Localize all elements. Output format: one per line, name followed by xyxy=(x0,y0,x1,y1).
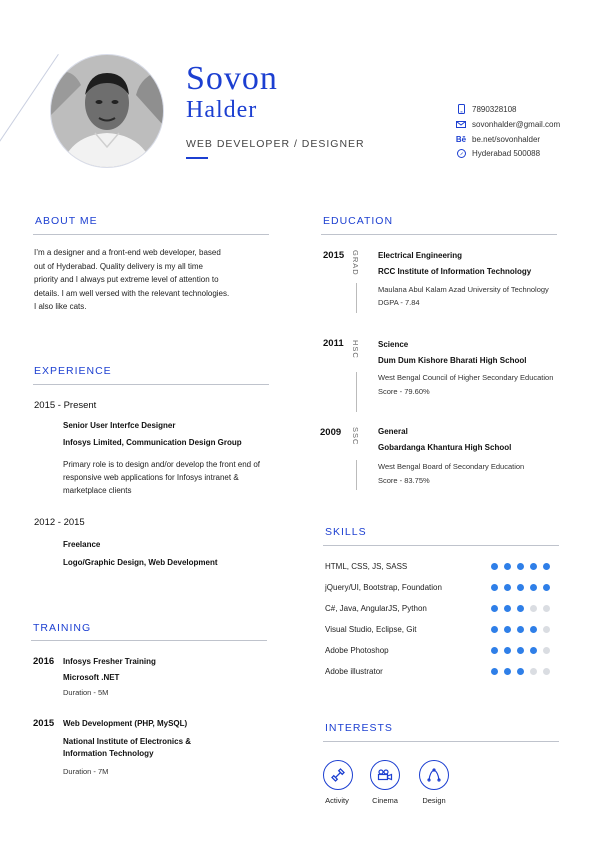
education-field: Electrical Engineering xyxy=(378,251,463,260)
interest-cinema xyxy=(370,760,410,805)
last-name: Halder xyxy=(186,97,258,123)
timeline-line xyxy=(356,372,357,412)
contact-location: Hyderabad 500088 xyxy=(456,148,540,158)
experience-years: 2012 - 2015 xyxy=(34,517,85,528)
education-school: Dum Dum Kishore Bharati High School xyxy=(378,356,527,365)
rating-dot-filled xyxy=(517,626,524,633)
education-divider xyxy=(321,234,557,235)
skill-rating xyxy=(491,668,550,675)
experience-title: EXPERIENCE xyxy=(34,365,112,377)
rating-dot-empty xyxy=(543,605,550,612)
education-score: DGPA - 7.84 xyxy=(378,298,420,307)
experience-description: Primary role is to design and/or develop the front end of responsive web applications for Infosys intranet & marketplace clients xyxy=(63,460,260,495)
rating-dot-filled xyxy=(517,563,524,570)
rating-dot-filled xyxy=(543,584,550,591)
training-course: Infosys Fresher Training xyxy=(63,657,156,666)
rating-dot-filled xyxy=(530,647,537,654)
training-course: Web Development (PHP, MySQL) xyxy=(63,719,188,728)
education-board: West Bengal Council of Higher Secondary Education xyxy=(378,373,554,382)
rating-dot-filled xyxy=(491,626,498,633)
skill-name: HTML, CSS, JS, SASS xyxy=(325,562,408,571)
about-divider xyxy=(33,234,269,235)
skill-name: Adobe Photoshop xyxy=(325,646,389,655)
training-topic: Microsoft .NET xyxy=(63,673,120,682)
experience-years: 2015 - Present xyxy=(34,400,97,411)
skill-name: Visual Studio, Eclipse, Git xyxy=(325,625,417,634)
interests-divider xyxy=(323,741,559,742)
skill-name: Adobe illustrator xyxy=(325,667,383,676)
rating-dot-empty xyxy=(530,668,537,675)
interest-design xyxy=(419,760,459,805)
skill-rating xyxy=(491,647,550,654)
interest-label: Design xyxy=(422,796,446,805)
education-score: Score - 83.75% xyxy=(378,476,430,485)
rating-dot-empty xyxy=(530,605,537,612)
education-field: General xyxy=(378,427,408,436)
rating-dot-filled xyxy=(504,584,511,591)
education-level-tag: GRAD xyxy=(351,250,360,276)
education-school: RCC Institute of Information Technology xyxy=(378,267,532,276)
rating-dot-filled xyxy=(530,563,537,570)
rating-dot-filled xyxy=(530,626,537,633)
timeline-line xyxy=(356,460,357,490)
rating-dot-filled xyxy=(504,605,511,612)
rating-dot-filled xyxy=(504,647,511,654)
education-title: EDUCATION xyxy=(323,215,394,227)
training-year: 2015 xyxy=(33,718,55,729)
experience-role: Freelance xyxy=(63,540,101,549)
rating-dot-filled xyxy=(530,584,537,591)
education-year: 2011 xyxy=(323,338,344,349)
skill-name: jQuery/UI, Bootstrap, Foundation xyxy=(325,583,442,592)
rating-dot-filled xyxy=(517,605,524,612)
training-year: 2016 xyxy=(33,656,55,667)
education-board: West Bengal Board of Secondary Education xyxy=(378,462,525,471)
rating-dot-filled xyxy=(491,584,498,591)
education-level-tag: HSC xyxy=(351,340,360,359)
experience-role: Senior User Interfce Designer xyxy=(63,421,176,430)
rating-dot-filled xyxy=(504,563,511,570)
skills-title: SKILLS xyxy=(325,526,367,538)
education-level-tag: SSC xyxy=(351,427,360,446)
phone-icon xyxy=(456,104,466,114)
skill-name: C#, Java, AngularJS, Python xyxy=(325,604,427,613)
about-text: I’m a designer and a front-end web developer, based out of Hyderabad. Quality delivery is my all time priority and I always put extreme level of attention to details. I am well versed with the relevant technologies. I also like cats. xyxy=(34,248,230,311)
rating-dot-filled xyxy=(491,563,498,570)
rating-dot-filled xyxy=(517,584,524,591)
job-title: WEB DEVELOPER / DESIGNER xyxy=(186,138,365,150)
skill-rating xyxy=(491,605,550,612)
contact-phone: 7890328108 xyxy=(456,104,517,114)
title-underline xyxy=(186,157,208,159)
rating-dot-filled xyxy=(491,605,498,612)
skills-divider xyxy=(323,545,559,546)
interest-label: Activity xyxy=(325,796,349,805)
training-duration: Duration - 7M xyxy=(63,767,109,776)
contact-behance[interactable]: Bē be.net/sovonhalder xyxy=(455,134,541,144)
training-title: TRAINING xyxy=(33,622,92,634)
education-school: Gobardanga Khantura High School xyxy=(378,443,512,452)
rating-dot-empty xyxy=(543,647,550,654)
camera-icon xyxy=(370,760,400,790)
behance-icon: Bē xyxy=(455,134,467,144)
rating-dot-filled xyxy=(517,668,524,675)
rating-dot-empty xyxy=(543,626,550,633)
experience-company: Logo/Graphic Design, Web Development xyxy=(63,558,218,567)
interest-activity xyxy=(322,760,362,805)
location-icon xyxy=(456,148,466,158)
education-field: Science xyxy=(378,340,409,349)
training-divider xyxy=(31,640,267,641)
education-board: Maulana Abul Kalam Azad University of Technology xyxy=(378,285,549,294)
timeline-line xyxy=(356,283,357,313)
rating-dot-filled xyxy=(543,563,550,570)
skill-rating xyxy=(491,563,550,570)
rating-dot-filled xyxy=(491,668,498,675)
dumbbell-icon xyxy=(323,760,353,790)
contact-email[interactable]: sovonhalder@gmail.com xyxy=(456,119,560,129)
experience-company: Infosys Limited, Communication Design Group xyxy=(63,438,242,447)
portrait-image xyxy=(51,55,163,167)
skill-rating xyxy=(491,626,550,633)
rating-dot-filled xyxy=(517,647,524,654)
profile-photo xyxy=(48,52,166,170)
education-year: 2015 xyxy=(323,250,345,261)
interests-title: INTERESTS xyxy=(325,722,393,734)
skill-rating xyxy=(491,584,550,591)
rating-dot-empty xyxy=(543,668,550,675)
pen-tool-icon xyxy=(419,760,449,790)
education-year: 2009 xyxy=(320,427,342,438)
rating-dot-filled xyxy=(504,626,511,633)
mail-icon xyxy=(456,119,466,129)
about-title: ABOUT ME xyxy=(35,215,98,227)
rating-dot-filled xyxy=(504,668,511,675)
interest-label: Cinema xyxy=(372,796,398,805)
rating-dot-filled xyxy=(491,647,498,654)
training-topic: National Institute of Electronics & Information Technology xyxy=(63,737,192,758)
experience-divider xyxy=(33,384,269,385)
education-score: Score - 79.60% xyxy=(378,387,430,396)
training-duration: Duration - 5M xyxy=(63,688,109,697)
first-name: Sovon xyxy=(186,60,278,97)
